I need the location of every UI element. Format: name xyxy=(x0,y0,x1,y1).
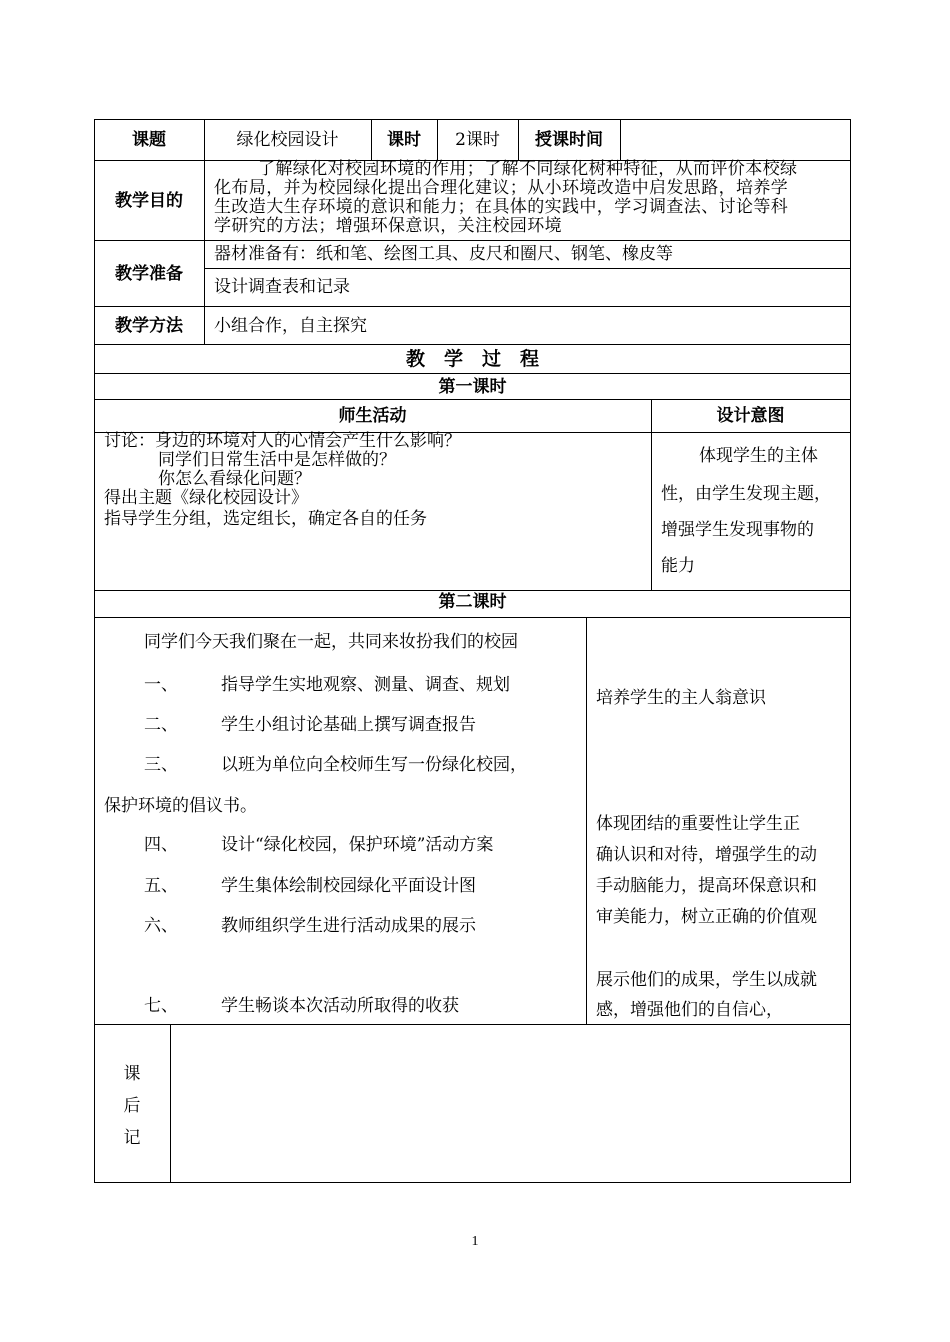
col-divider xyxy=(204,119,205,345)
row-divider xyxy=(94,399,851,400)
col-divider xyxy=(586,617,587,1025)
lesson2-intro: 同学们今天我们聚在一起，共同来妆扮我们的校园 xyxy=(144,632,518,652)
lesson1-activity-header: 师生活动 xyxy=(338,406,407,426)
preparation-label: 教学准备 xyxy=(115,264,183,284)
lesson2-step-text: 设计“绿化校园，保护环境”活动方案 xyxy=(221,835,494,855)
lesson1-intent-line: 增强学生发现事物的 xyxy=(661,520,814,540)
lesson2-step-num: 二、 xyxy=(144,715,178,735)
lesson2-step-text: 保护环境的倡议书。 xyxy=(104,796,257,816)
row-divider xyxy=(94,344,851,345)
method-label: 教学方法 xyxy=(115,316,183,336)
row-divider xyxy=(94,306,851,307)
lesson2-step-text: 学生小组讨论基础上撰写调查报告 xyxy=(221,715,476,735)
row-divider xyxy=(94,590,851,591)
table-border-top xyxy=(94,119,851,120)
lesson2-intent-line: 展示他们的成果，学生以成就 xyxy=(596,970,817,990)
lesson2-title: 第二课时 xyxy=(438,592,507,612)
lesson2-intent-line: 感，增强他们的自信心， xyxy=(596,1000,783,1020)
objectives-line: 化布局，并为校园绿化提出合理化建议；从小环境改造中启发思路，培养学 xyxy=(214,178,789,198)
page-number: 1 xyxy=(471,1234,479,1249)
row-divider xyxy=(94,373,851,374)
col-divider xyxy=(620,119,621,161)
lesson2-step-num: 一、 xyxy=(144,675,178,695)
lesson2-step-num: 五、 xyxy=(144,876,178,896)
time-label: 授课时间 xyxy=(535,130,603,150)
lesson2-step-num: 四、 xyxy=(144,835,178,855)
after-class-label-char: 课 xyxy=(123,1064,141,1084)
lesson1-intent-line: 性，由学生发现主题， xyxy=(661,484,831,504)
lesson1-activity-line: 得出主题《绿化校园设计》 xyxy=(104,488,308,508)
lesson1-intent-line: 能力 xyxy=(661,556,695,576)
lesson2-step-num: 七、 xyxy=(144,996,178,1016)
lesson2-intent-line: 手动脑能力，提高环保意识和 xyxy=(596,876,817,896)
row-divider xyxy=(204,268,851,269)
table-border-bottom xyxy=(94,1182,851,1183)
method-value: 小组合作，自主探究 xyxy=(214,316,367,336)
subject-value: 绿化校园设计 xyxy=(236,130,339,150)
objectives-line: 生改造大生存环境的意识和能力；在具体的实践中，学习调查法、讨论等科 xyxy=(214,197,789,217)
lesson2-step-text: 学生集体绘制校园绿化平面设计图 xyxy=(221,876,476,896)
lesson2-step-text: 教师组织学生进行活动成果的展示 xyxy=(221,916,476,936)
lesson1-title: 第一课时 xyxy=(438,377,507,397)
after-class-label-char: 记 xyxy=(123,1128,141,1148)
lesson1-intent-header: 设计意图 xyxy=(716,406,785,426)
lesson2-intent-ownership: 培养学生的主人翁意识 xyxy=(596,688,766,708)
lesson2-step-num: 三、 xyxy=(144,755,178,775)
row-divider xyxy=(94,617,851,618)
col-divider xyxy=(170,1024,171,1183)
lesson1-activity-line: 讨论：身边的环境对人的心情会产生什么影响？ xyxy=(104,431,461,451)
lesson1-activity-line: 同学们日常生活中是怎样做的？ xyxy=(158,450,396,470)
row-divider xyxy=(94,240,851,241)
lesson2-intent-line: 体现团结的重要性让学生正 xyxy=(596,814,800,834)
lesson1-activity-line: 你怎么看绿化问题？ xyxy=(158,469,311,489)
after-class-label-char: 后 xyxy=(123,1096,141,1116)
lesson2-step-text: 以班为单位向全校师生写一份绿化校园， xyxy=(221,755,527,775)
lesson2-intent-line: 审美能力，树立正确的价值观 xyxy=(596,907,817,927)
lesson2-step-num: 六、 xyxy=(144,916,178,936)
lesson1-activity-line: 指导学生分组，选定组长，确定各自的任务 xyxy=(104,509,427,529)
row-divider xyxy=(94,1024,851,1025)
lesson2-step-text: 指导学生实地观察、测量、调查、规划 xyxy=(221,675,510,695)
objectives-line: 了解绿化对校园环境的作用；了解不同绿化树种特征，从而评价本校绿 xyxy=(258,159,798,179)
process-title: 教 学 过 程 xyxy=(405,348,539,370)
lesson2-step-text: 学生畅谈本次活动所取得的收获 xyxy=(221,996,459,1016)
hours-value: 2课时 xyxy=(455,130,500,150)
hours-label: 课时 xyxy=(387,130,421,150)
preparation-survey: 设计调查表和记录 xyxy=(214,277,350,297)
objectives-label: 教学目的 xyxy=(115,191,183,211)
preparation-equipment: 器材准备有：纸和笔、绘图工具、皮尺和圈尺、钢笔、橡皮等 xyxy=(214,244,673,264)
lesson1-intent-line: 体现学生的主体 xyxy=(699,446,818,466)
lesson2-intent-line: 确认识和对待，增强学生的动 xyxy=(596,845,817,865)
subject-label: 课题 xyxy=(132,130,166,150)
objectives-line: 学研究的方法；增强环保意识，关注校园环境 xyxy=(214,216,562,236)
col-divider xyxy=(651,399,652,591)
